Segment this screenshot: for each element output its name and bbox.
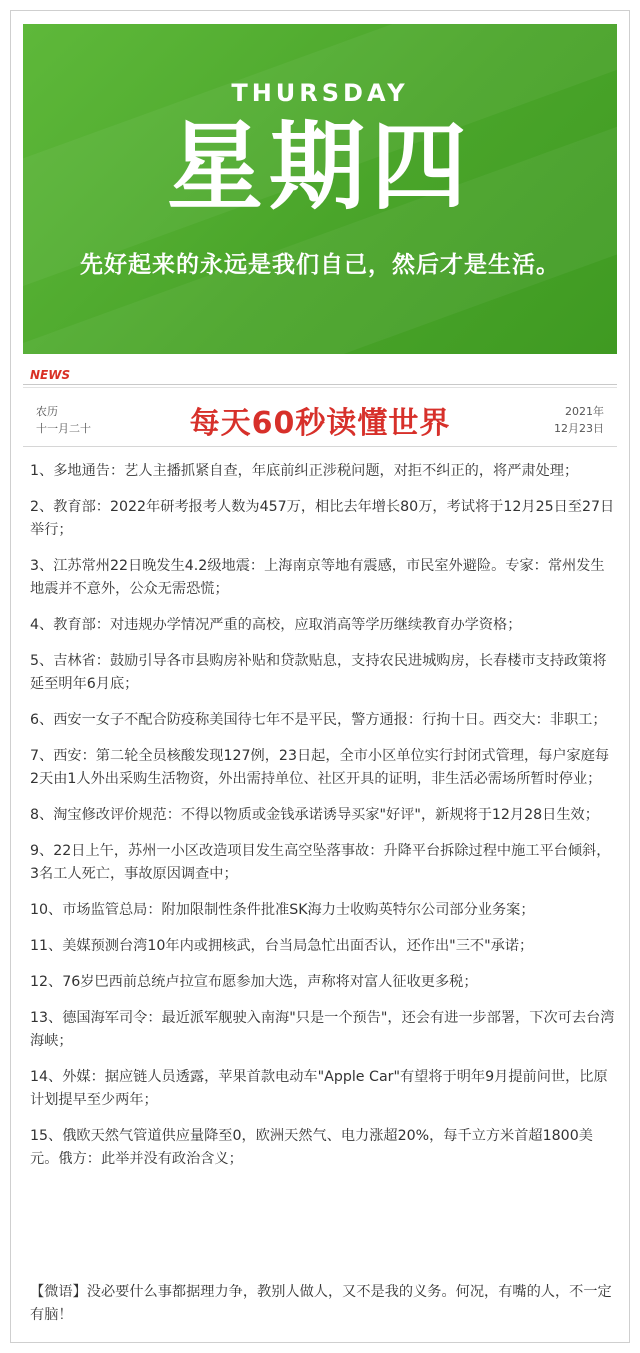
news-item: 15、俄欧天然气管道供应量降至0，欧洲天然气、电力涨超20%，每千立方米首超1800美元。俄方：此举并没有政治含义； bbox=[30, 1128, 593, 1167]
news-item: 13、德国海军司令：最近派军舰驶入南海"只是一个预告"，还会有进一步部署，下次可去台湾海峡； bbox=[30, 1010, 615, 1049]
news-item: 9、22日上午，苏州一小区改造项目发生高空坠落事故：升降平台拆除过程中施工平台倾斜，3名工人死亡，事故原因调查中； bbox=[30, 843, 611, 882]
header-divider bbox=[23, 384, 617, 385]
news-item: 10、市场监管总局：附加限制性条件批准SK海力士收购英特尔公司部分业务案； bbox=[30, 902, 535, 918]
daily-quote: 【微语】没必要什么事都据理力争，教别人做人，又不是我的义务。何况，有嘴的人，不一定有脑！ bbox=[30, 1284, 612, 1323]
page-title: 每天60秒读懂世界 bbox=[189, 406, 451, 441]
news-item: 3、江苏常州22日晚发生4.2级地震：上海南京等地有震感，市民室外避险。专家：常州发生地震并不意外，公众无需恐慌； bbox=[30, 558, 605, 597]
news-item: 2、教育部：2022年研考报考人数为457万，相比去年增长80万，考试将于12月25日至27日举行； bbox=[30, 499, 615, 538]
weekday-english: THURSDAY bbox=[231, 79, 409, 107]
news-list bbox=[30, 460, 615, 1184]
banner-slogan: 先好起来的永远是我们自己，然后才是生活。 bbox=[80, 252, 560, 278]
news-item: 11、美媒预测台湾10年内或拥核武，台当局急忙出面否认，还作出"三不"承诺； bbox=[30, 938, 534, 954]
news-item: 4、教育部：对违规办学情况严重的高校，应取消高等学历继续教育办学资格； bbox=[30, 617, 522, 633]
lunar-date: 十一月二十 bbox=[36, 422, 91, 435]
date-month-day: 12月23日 bbox=[554, 422, 604, 435]
day-banner bbox=[23, 24, 617, 354]
news-tag: NEWS bbox=[30, 368, 71, 382]
weekday-chinese: 星期四 bbox=[167, 111, 473, 223]
news-item: 1、多地通告：艺人主播抓紧自查，年底前纠正涉税问题，对拒不纠正的，将严肃处理； bbox=[30, 463, 579, 479]
news-item: 7、西安：第二轮全员核酸发现127例，23日起，全市小区单位实行封闭式管理，每户家庭每2天由1人外出采购生活物资，外出需持单位、社区开具的证明，非生活必需场所暂时停业； bbox=[30, 748, 610, 787]
gregorian-date-block bbox=[554, 403, 604, 437]
date-year: 2021年 bbox=[565, 405, 604, 418]
news-item: 12、76岁巴西前总统卢拉宣布愿参加大选，声称将对富人征收更多税； bbox=[30, 974, 478, 990]
news-item: 8、淘宝修改评价规范：不得以物质或金钱承诺诱导买家"好评"，新规将于12月28日生效； bbox=[30, 807, 599, 823]
news-item: 14、外媒：据应链人员透露，苹果首款电动车"Apple Car"有望将于明年9月提前问世，比原计划提早至少两年； bbox=[30, 1069, 608, 1108]
news-item: 6、西安一女子不配合防疫称美国待七年不是平民，警方通报：行拘十日。西交大：非职工； bbox=[30, 712, 607, 728]
content-divider bbox=[23, 446, 617, 447]
lunar-label: 农历 bbox=[36, 405, 58, 418]
news-item: 5、吉林省：鼓励引导各市县购房补贴和贷款贴息，支持农民进城购房，长春楼市支持政策将延至明年6月底； bbox=[30, 653, 607, 692]
